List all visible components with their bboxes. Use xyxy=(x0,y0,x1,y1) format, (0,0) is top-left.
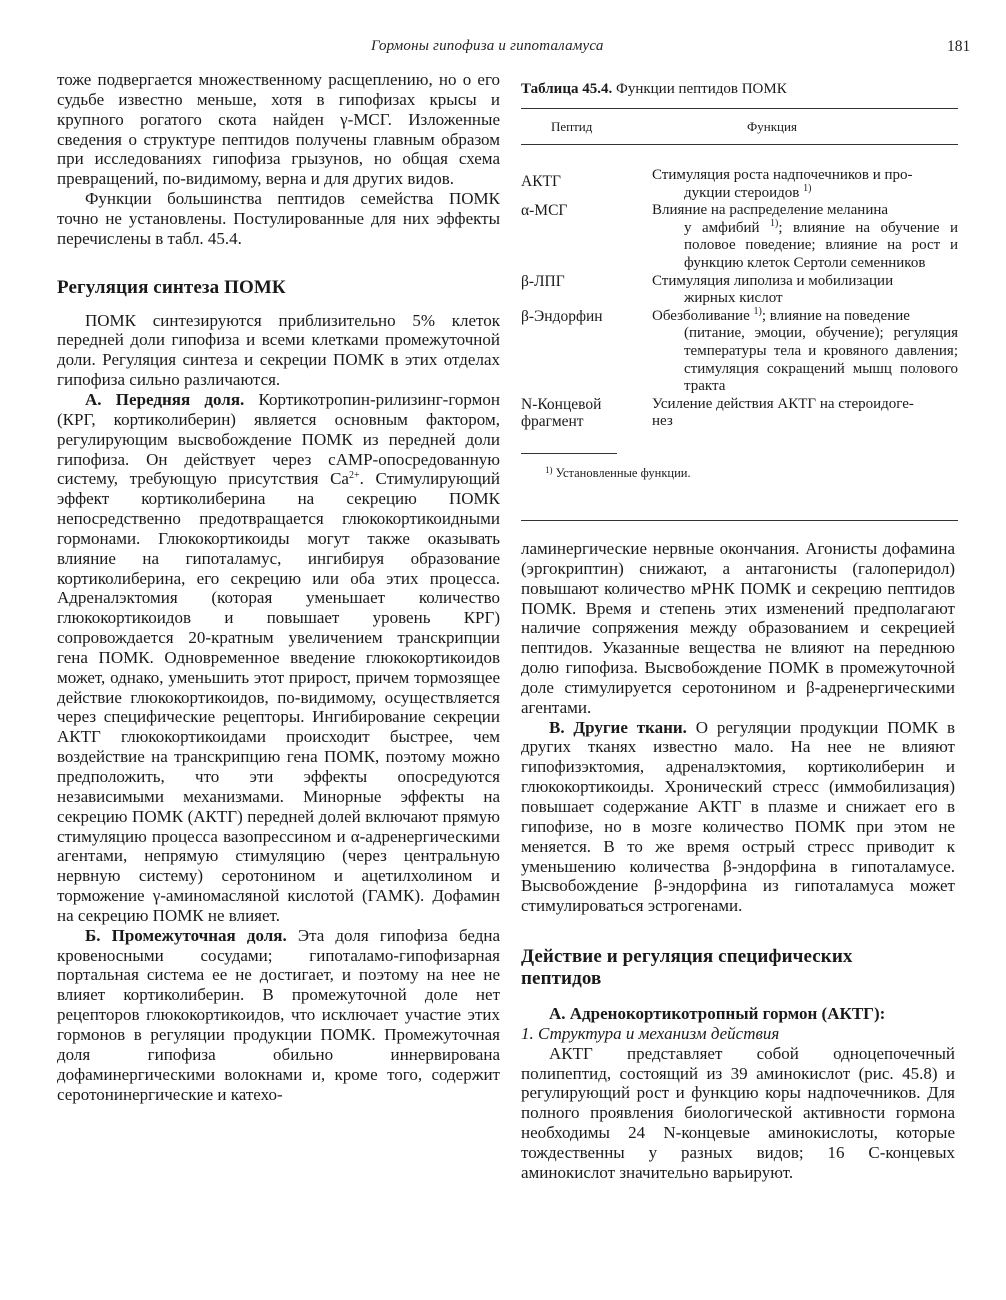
intermediate-lobe-text: Эта доля гипофиза бедна кровеносными сосудами; гипоталамо-гипофизарная портальная система ее не достигает, и поэтому на нее не влияет кортиколиберин. В промежуточной доле нет рецепторов глюкокортикоидов, что исключает участие этих гормонов в регуляции продукции ПОМК. Промежуточная доля гипофиза обильно иннервирована дофаминергическими волокнами и, кроме того, содержит серотонинергические и катехо- xyxy=(57,925,501,1104)
function-line: Стимуляция липолиза и мобилизации xyxy=(652,272,894,289)
subheading-acth: А. Адренокортикотропный гормон (АКТГ): xyxy=(549,1004,886,1024)
footnote-rule xyxy=(521,453,617,454)
table-header-rule xyxy=(521,144,958,145)
table-row xyxy=(521,273,958,308)
function-line: Усиление действия АКТГ на стероидоге- xyxy=(652,395,914,412)
function-line: Влияние на распределение меланина xyxy=(652,202,889,219)
table-header xyxy=(521,109,958,144)
function-text: Обезболивание xyxy=(652,307,750,324)
function-continuation: нез xyxy=(652,413,673,430)
table-header-function: Функция xyxy=(747,119,797,134)
table-header-peptide: Пептид xyxy=(551,119,593,134)
anterior-lobe-text-a: Кортикотропин-рилизинг-гормон (КРГ, кортиколиберин) является основным фактором, регулирующим высвобождение ПОМК из передней доли гипофиза. Он действует через сАМР-опосредованную систему, требующую присутствия Са xyxy=(57,389,500,489)
footnote-ref: 1) xyxy=(753,305,762,317)
table-caption-text: Функции пептидов ПОМК xyxy=(612,81,787,97)
paragraph-pomk-functions: Функции большинства пептидов семейства ПОМК точно не установлены. Постулированные для них эффекты перечислены в табл. 45.4. xyxy=(57,189,500,248)
section-heading-specific-peptides: Действие и регуляция специфических пептидов xyxy=(521,946,853,990)
superscript: 2+ xyxy=(348,470,360,482)
right-column xyxy=(521,539,955,1183)
function-text: у амфибий xyxy=(684,219,760,236)
peptide-function xyxy=(652,305,958,396)
page-number: 181 xyxy=(947,38,971,55)
anterior-lobe-text-b: . Стимулирующий эффект кортиколиберина на секрецию ПОМК непосредственно предотвращается глюкокортикоидными гормонами. Глюкокортикоиды могут также оказывать влияние на гипоталамус, ингибируя образование кортиколиберина, его секрецию или оба этих процесса. Адреналэктомия (которая уменьшает количество глюкокортикоидов и повышает уровень КРГ) сопровождается 20-кратным увеличением транскрипции гена ПОМК. Одновременное введение глюкокортикоидов может, однако, уменьшить этот прирост, причем тормозящее действие глюкокортикоидов, по-видимому, осуществляется через специфические рецепторы. Ингибирование секреции АКТГ глюкокортикоидами происходит быстрее, чем воздействие на транскрипцию гена ПОМК, поэтому можно предположить, что эти эффекты опосредуются независимыми механизмами. Минорные эффекты на секрецию ПОМК (АКТГ) передней долей включают прямую стимуляцию процесса вазопрессином и α-адренергическими агентами, непрямую стимуляцию (через центральную нервную систему) серотонином и ацетилхолином и торможение γ-аминомасляной кислотой (ГАМК). Дофамин на секрецию ПОМК не влияет. xyxy=(57,469,500,925)
footnote-text: Установленные функции. xyxy=(552,465,691,480)
table-caption xyxy=(521,80,958,98)
other-tissues-text: О регуляции продукции ПОМК в других тканях известно мало. На нее не влияют гипофизэктомия, адреналэктомия, кортиколиберин и глюкокортикоиды. Хронический стресс (иммобилизация) повышает содержание АКТГ в плазме и снижает его в гипофизе, но в мозге количество ПОМК при этом не меняется. В то же время острый стресс приводит к уменьшению количества β-эндорфина в гипоталамусе. Высвобождение β-эндорфина из гипоталамуса может стимулироваться эстрогенами. xyxy=(521,717,955,916)
anterior-lobe-lead: А. Передняя доля. xyxy=(85,389,245,409)
function-continuation: (питание, эмоции, обучение); регуляция температуры тела и кровяного давления; стимуляция сокращений мышц полового тракта xyxy=(684,325,958,395)
paragraph-anterior-lobe xyxy=(57,390,500,926)
footnote-mark: 1) xyxy=(545,464,553,475)
footnote-ref: 1) xyxy=(803,182,812,194)
function-line xyxy=(652,305,958,326)
footnote-ref: 1) xyxy=(769,217,779,229)
paragraph-other-tissues xyxy=(521,718,955,916)
peptide-function xyxy=(652,396,958,431)
intermediate-lobe-lead: Б. Промежуточная доля. xyxy=(85,925,287,945)
table-row xyxy=(521,396,958,431)
table-caption-label: Таблица 45.4. xyxy=(521,81,613,97)
peptide-function xyxy=(652,202,958,272)
paragraph-acth-structure: АКТГ представляет собой одноцепочечный полипептид, состоящий из 39 аминокислот (рис. 45.8) и регулирующий рост и функцию коры надпочечников. Для полного проявления биологической активности гормона необходимы 24 N-концевые аминокислоты, которые тождественны у разных видов; 16 С-концевых аминокислот значительно варьируют. xyxy=(521,1043,955,1182)
peptide-function xyxy=(652,167,958,202)
table-bottom-rule xyxy=(521,520,958,521)
peptide-name: АКТГ xyxy=(521,173,561,190)
function-text: дукции стероидов xyxy=(684,184,800,201)
function-line: Стимуляция роста надпочечников и про- xyxy=(652,167,913,183)
table-body xyxy=(521,167,958,431)
table-row xyxy=(521,167,958,202)
table-row xyxy=(521,305,958,396)
paragraph-intermediate-continuation: ламинергические нервные окончания. Агонисты дофамина (эргокриптин) снижают, а антагонисты (галоперидол) повышают количество мРНК ПОМК и секрецию пептидов ПОМК. Время и степень этих изменений предполагают наличие сопряжения между образованием и секрецией пептидов. Указанные вещества не влияют на переднюю долю гипофиза. Высвобождение ПОМК в промежуточной доле стимулируется серотонином и β-адренергическими агентами. xyxy=(521,539,955,717)
peptide-name: α-МСГ xyxy=(521,202,568,220)
function-text: ; влияние на поведение xyxy=(761,307,910,324)
table-footnote xyxy=(545,466,958,481)
peptide-name: β-ЛПГ xyxy=(521,272,565,290)
peptide-function xyxy=(652,273,958,308)
running-head xyxy=(0,38,1006,60)
subheading-structure: 1. Структура и механизм действия xyxy=(521,1023,780,1043)
section-heading-pomk-regulation: Регуляция синтеза ПОМК xyxy=(57,276,286,298)
table-row xyxy=(521,202,958,272)
function-continuation xyxy=(652,217,958,273)
other-tissues-lead: В. Другие ткани. xyxy=(549,717,687,737)
paragraph-intermediate-lobe xyxy=(57,926,500,1105)
left-column xyxy=(57,70,500,1104)
function-continuation: жирных кислот xyxy=(684,290,783,307)
peptide-name: N-Концевой фрагмент xyxy=(521,395,602,431)
paragraph-pomk-synthesis: ПОМК синтезируются приблизительно 5% клеток передней доли гипофиза и всеми клетками промежуточной доли. Регуляция синтеза и секреции ПОМК в этих отделах гипофиза сильно различаются. xyxy=(57,310,500,390)
running-head-title: Гормоны гипофиза и гипоталамуса xyxy=(371,38,604,54)
paragraph-continuation: тоже подвергается множественному расщеплению, но о его судьбе известно меньше, хотя в гипофизах крысы и крупного рогатого скота найден γ-МСГ. Изложенные сведения о структуре пептидов получены главным образом при исследованиях гипофиза грызунов, но общая схема превращений, по-видимому, верна и для других видов. xyxy=(57,70,500,189)
function-text: ; влияние на обучение и половое поведение; влияние на рост и функцию клеток Сертоли семенников xyxy=(684,219,958,271)
peptide-name: β-Эндорфин xyxy=(521,307,603,325)
table-45-4 xyxy=(521,80,958,481)
function-continuation xyxy=(652,182,958,203)
